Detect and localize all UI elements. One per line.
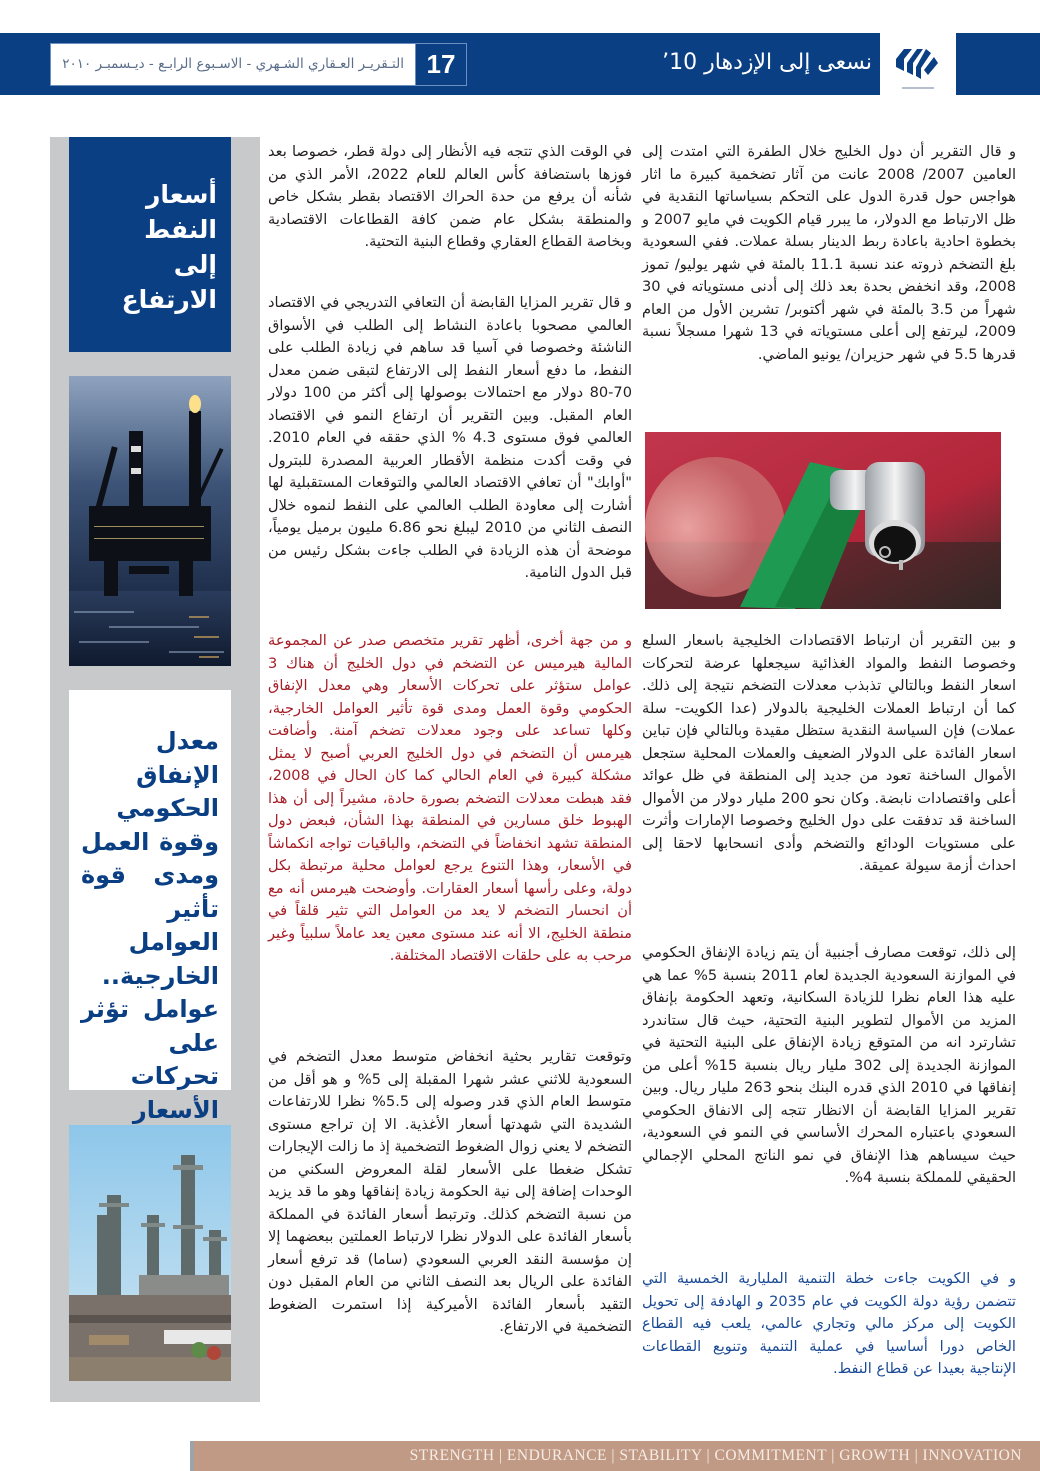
fuel-nozzle-photo (645, 432, 1001, 609)
pull-quote-oil-prices (69, 137, 231, 352)
right-column-paragraph-3 (642, 942, 1016, 1190)
pull-quote-line: إلى (173, 250, 217, 279)
pull-quote-line: أسعار (145, 180, 217, 209)
page-info-box (50, 43, 467, 86)
article-paragraph: و بين التقرير أن ارتباط الاقتصادات الخليجية باسعار السلع وخصوصا النفط والمواد الغذائية سيجعلها عرضة لتحركات اسعار النفط وبالتالي تذبذب معدلات التضخم نتيجة إلى ذلك. كما أن ارتباط العملات الخليجية بالدولار (عدا الكويت- سلة عملات) فإن السياسة النقدية ستظل مقيدة وبالتالي فإن تباين اسعار الفائدة على الدولار الضعيف والعملات المحلية ستجعل الأموال الساخنة تعود من جديد إلى المنطقة في ظل عوائد أعلى واقتصادات نابضة. وكان نحو 200 مليار دولار من الأموال الساخنة قد تدفقت على دول الخليج وخصوصا الإمارات وأثرت على مستويات الودائع والتضخم وأدى انسحابها لاحقا إلى احداث أزمة سيولة عميقة. (642, 632, 1016, 874)
page-number: 17 (415, 44, 466, 85)
mazaya-logo-icon (890, 37, 946, 93)
article-paragraph: وتوقعت تقارير بحثية انخفاض متوسط معدل التضخم في السعودية للاثني عشر شهرا المقبلة إلى 5% و هو أقل من متوسط العام الذي قدر وصوله إلى 5.5% نظرا للارتفاعات الشديدة التي شهدتها أسعار الأغذية. الا إن تراجع مستوى التضخم لا يعني زوال الضغوط التضخمية إذ ما زالت الإيجارات تشكل ضغطا على الأسعار لقلة المعروض السكني من الوحدات إضافة إلى نية الحكومة زيادة إنفاقها وهو ما قد يزيد من نسبة التضخم كذلك. وترتبط أسعار الفائدة في المملكة بأسعار الفائدة على الدولار نظرا لارتباط العملتين ببعضهما إلا إن مؤسسة النقد العربي السعودي (ساما) قد ترفع أسعار الفائدة على الريال بعد النصف الثاني من العام المقبل دون التقيد بأسعار الفائدة الأميركية إذا استمرت الضغوط التضخمية في الارتفاع. (268, 1048, 632, 1335)
offshore-oil-rig-photo (69, 376, 231, 666)
footer-values-band (190, 1441, 1040, 1471)
article-paragraph-highlighted: و في الكويت جاءت خطة التنمية المليارية الخمسية التي تتضمن رؤية دولة الكويت في عام 2035 و الهادفة إلى تحويل الكويت إلى مركز مالي وتجاري عالمي، يلعب فيه القطاع الخاص دورا أساسيا في عملية التنمية وتنويع القطاعات الإنتاجية بعيدا عن قطاع النفط. (642, 1270, 1016, 1377)
pull-quote-line: الأسعار (132, 1095, 219, 1124)
middle-column-paragraph-3-highlight (268, 630, 632, 968)
article-paragraph-highlighted: و من جهة أخرى، أظهر تقرير متخصص صدر عن المجموعة المالية هيرميس عن التضخم في دول الخليج أن هناك 3 عوامل ستؤثر على تحركات الأسعار وهي معدل الإنفاق الحكومي وقوة العمل ومدى قوة تأثير العوامل الخارجية، وكلها تساعد على وجود معدلات تضخم آمنة. وأضافت هيرمس أن التضخم في دول الخليج العربي أصبح لا يمثل مشكلة كبيرة في العام الحالي كما كان الحال في 2008، فقد هبطت معدلات التضخم بصورة حادة، مشيراً إلى أن هذا الهبوط خلق مسارين في المنطقة بهذا الشأن، فبعض دول المنطقة تشهد انخفاضاً في التضخم، والباقيات تواجه انكماشاً في الأسعار، وهذا التنوع يرجع لعوامل محلية مرتبطة بكل دولة، وعلى رأسها أسعار العقارات. وأوضحت هيرمس أنه مع أن انحسار التضخم لا يعد من العوامل التي تثير قلقاً في منطقة الخليج، الا أنه عند مستوى معين يعد عاملاً سلبياً وغير مرحب به على حلقات الاقتصاد المختلفة. (268, 632, 632, 964)
header-slogan: نسعى إلى الإزدهار 10’ (662, 50, 872, 75)
pull-quote-line: الحكومي (116, 794, 219, 822)
pull-quote-line: وقوة العمل (81, 827, 219, 856)
pull-quote-line: عوامل تؤثر (81, 995, 219, 1023)
middle-column-paragraph-4 (268, 1046, 632, 1339)
middle-column-paragraph-2 (268, 292, 632, 585)
footer-values-text: STRENGTH | ENDURANCE | STABILITY | COMMITMENT | GROWTH | INNOVATION (409, 1447, 1022, 1464)
middle-column-paragraph-1 (268, 141, 632, 254)
pull-quote-line: على تحركات (130, 1028, 219, 1090)
right-column-paragraph-4-highlight (642, 1268, 1016, 1381)
pull-quote-line: معدل (155, 727, 219, 755)
right-column-paragraph-2 (642, 630, 1016, 878)
pull-quote-line: الارتفاع (121, 285, 217, 314)
pull-quote-line: العوامل (128, 928, 219, 956)
article-paragraph: إلى ذلك، توقعت مصارف أجنبية أن يتم زيادة الإنفاق الحكومي في الموازنة السعودية الجديدة لعام 2011 بنسبة 5% عما هي عليه هذا العام نظرا للزيادة السكانية، وتعهد الحكومة بإنفاق المزيد من الأموال لتطوير البنية التحتية، حيث قال ستاندرد تشارترد انه من المتوقع زيادة الإنفاق على البنية التحتية في الموازنة الجديدة إلى 302 مليار ريال بنسبة 15% أعلى من إنفاقها في 2010 الذي قدره البنك بنحو 263 مليار ريال. وبين تقرير المزايا القابضة أن الانظار تتجه إلى الانفاق الحكومي السعودي باعتباره المحرك الأساسي في النمو في السعودية، حيث سيساهم هذا الإنفاق في نمو الناتج المحلي الإجمالي الحقيقي للمملكة بنسبة 4%. (642, 944, 1017, 1186)
right-column-paragraph-1 (642, 141, 1016, 366)
refinery-photo (69, 1125, 231, 1381)
article-paragraph: في الوقت الذي تتجه فيه الأنظار إلى دولة قطر، خصوصا بعد فوزها باستضافة كأس العالم للعام 2022، الأمر الذي من شأنه أن يرفع من حدة الحراك الاقتصاد بقطر بشكل خاص والمنطقة بشكل عام ضمن كافة القطاعات الاقتصادية وبخاصة القطاع العقاري وقطاع البنية التحتية. (268, 143, 632, 250)
pull-quote-line: النفط (144, 215, 217, 244)
report-title: التـقريـر العـقاري الشـهري - الاسـبوع الرابـع - ديـسمبـر ٢٠١٠ (62, 56, 404, 72)
pull-quote-line: الخارجية.. (101, 961, 219, 990)
article-paragraph: و قال تقرير المزايا القابضة أن التعافي التدريجي في الاقتصاد العالمي مصحوبا باعادة النشاط إلى الطلب في الأسواق الناشئة وخصوصا في آسيا قد ساهم في زيادة الطلب على النفط، ما دفع أسعار النفط إلى الارتفاع لتبقى ضمن معدل 70-80 دولار مع احتمالات بوصولها إلى أكثر من 100 دولار العام المقبل. وبين التقرير أن ارتفاع النمو في الاقتصاد العالمي فوق مستوى 4.3 % الذي حققه في العام 2010. في وقت أكدت منظمة الأقطار العربية المصدرة للبترول "أوابك" أن تعافي الاقتصاد العالمي والتوقعات المستقبلية لها أشارت إلى معاودة الطلب العالمي على النفط لنموه خلال النصف الثاني من 2010 ليبلغ نحو 6.86 مليون برميل يومياً، موضحة أن هذه الزيادة في الطلب جاءت بشكل رئيس من قبل الدول النامية. (268, 294, 633, 581)
pull-quote-line: الإنفاق (136, 760, 219, 789)
pull-quote-government-spending (69, 690, 231, 1124)
pull-quote-line: تأثير (167, 894, 219, 923)
article-paragraph: و قال التقرير أن دول الخليج خلال الطفرة التي امتدت إلى العامين 2007/ 2008 عانت من آثار تضخمية كبيرة ما اثار هواجس حول قدرة الدول على التحكم بسياساتها النقدية في ظل الارتباط مع الدولار، ما يبرر قيام الكويت في مايو 2007 و بخطوة احادية باعادة ربط الدينار بسلة عملات. ففي السعودية بلغ التضخم ذروته عند نسبة 11.1 بالمئة في شهر يوليو/ تموز 2008، وقد انخفض بحدة بعد ذلك إلى أدنى مستوياته في 30 شهراً من 3.5 بالمئة في شهر أكتوبر/ تشرين الأول من العام 2009، ليرتفع إلى أعلى مستوياته في 13 شهرا مسجلاً نسبة قدرها 5.5 في شهر حزيران/ يونيو الماضي. (642, 143, 1017, 363)
pull-quote-line: ومدى قوة (81, 861, 219, 889)
footer-edge-accent (190, 1441, 194, 1471)
